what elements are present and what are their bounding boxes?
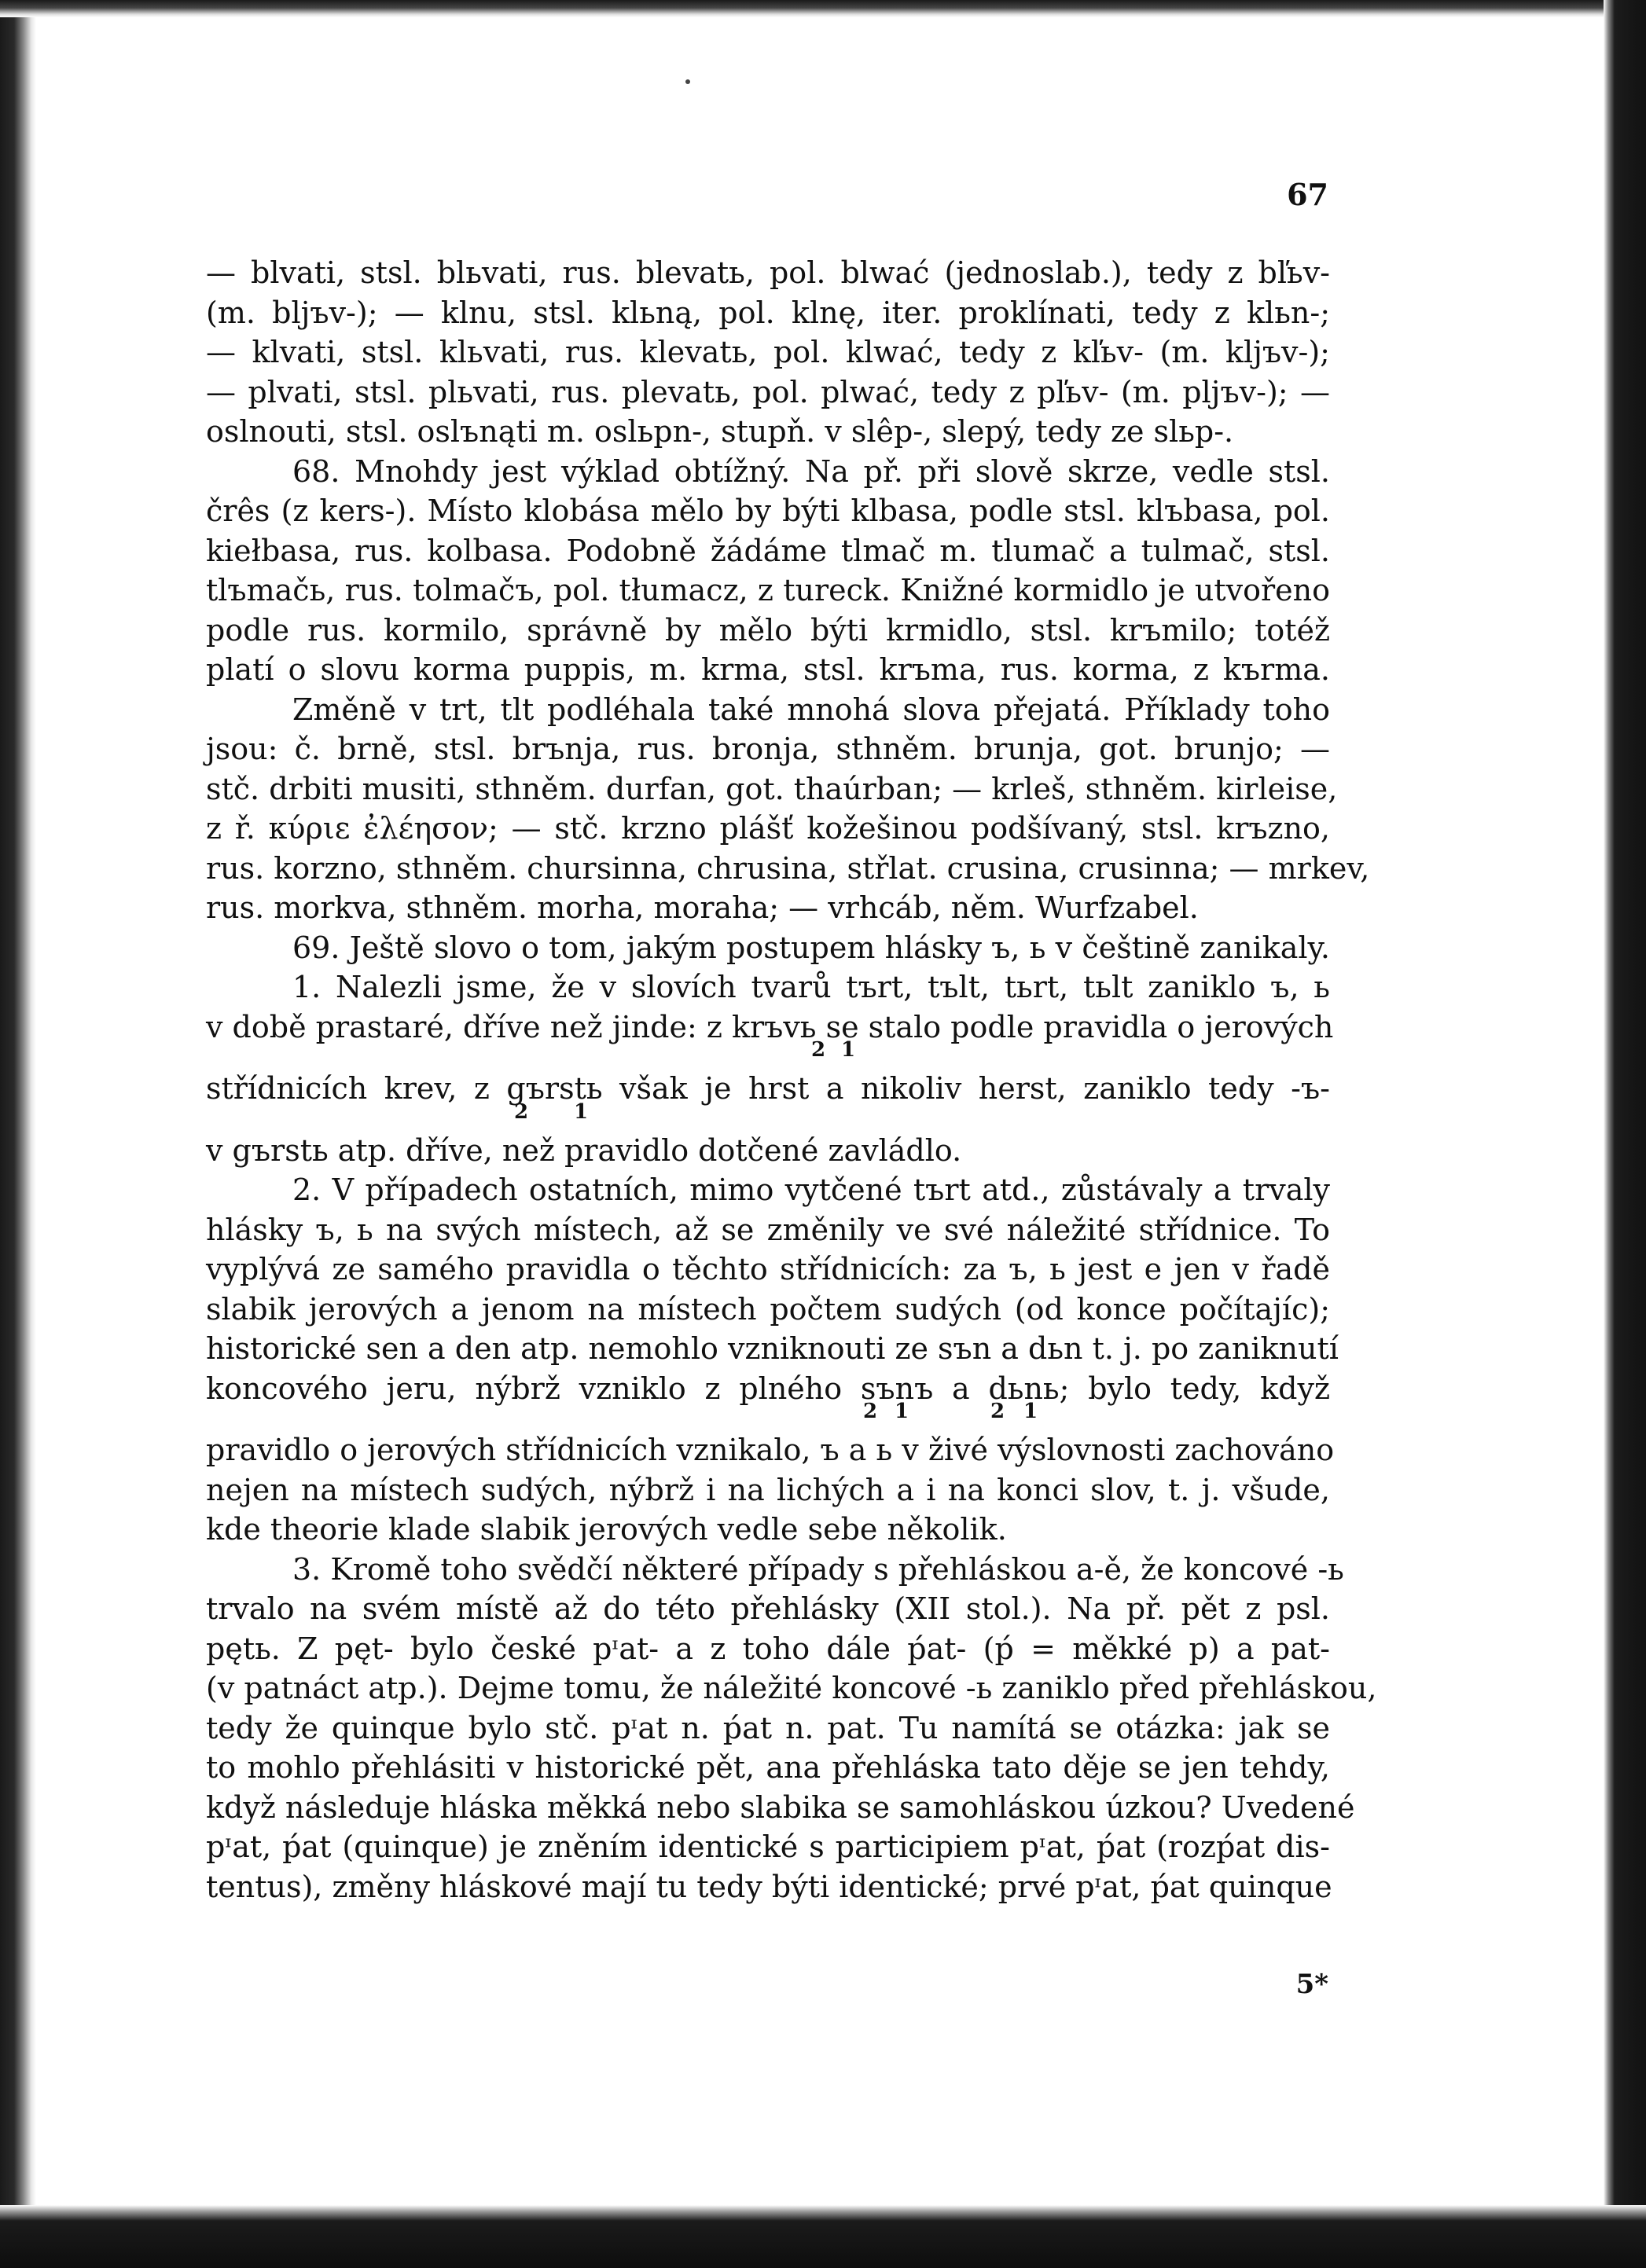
text-line: jsou: č. brně, stsl. brъnja, rus. bronja, sthněm. brunja, got. brunjo; — <box>206 732 1330 766</box>
text-line: (m. bljъv-); — klnu, stsl. klьną, pol. klnę, iter. proklínati, tedy z klьn-; <box>206 295 1330 330</box>
text-line: v gъrstь atp. dříve, než pravidlo dotčené zavládlo. <box>206 1132 962 1168</box>
syllable-number: 1 <box>841 1038 856 1062</box>
text-line: historické sen a den atp. nemohlo vzniknouti ze sъn a dьn t. j. po zaniknutí <box>206 1331 1339 1366</box>
syllable-number-row <box>206 1400 1330 1430</box>
syllable-number: 2 <box>811 1038 826 1062</box>
paragraph-69-start: 69. Ještě slovo o tom, jakým postupem hlásky ъ, ь v češtině zanikaly. <box>292 930 1330 965</box>
text-line: rus. korzno, sthněm. chursinna, chrusina, střlat. crusina, crusinna; — mrkev, <box>206 850 1370 886</box>
scan-edge-left <box>0 0 36 2268</box>
syllable-number: 1 <box>1023 1400 1038 1423</box>
text-line: hlásky ъ, ь na svých místech, až se změnily ve své náležité střídnice. To <box>206 1212 1330 1247</box>
syllable-number: 2 <box>514 1099 529 1124</box>
text-line: tentus), změny hláskové mají tu tedy býti identické; prvé pᶦat, ṕat quinque <box>206 1869 1332 1904</box>
paragraph-start: Změně v trt, tlt podléhala také mnohá slova přejatá. Příklady toho <box>292 692 1330 727</box>
scan-edge-top <box>0 0 1646 17</box>
page-number: 67 <box>1287 177 1328 212</box>
text-line: pravidlo o jerových střídnicích vznikalo, ъ a ь v živé výslovnosti zachováno <box>206 1433 1335 1467</box>
syllable-number: 1 <box>895 1400 909 1423</box>
scan-speck <box>685 79 690 84</box>
text-line: koncového jeru, nýbrž vzniklo z plného sъnъ a dьnь; bylo tedy, když <box>206 1371 1330 1406</box>
text-line: nejen na místech sudých, nýbrž i na lichých a i na konci slov, t. j. všude, <box>206 1472 1330 1507</box>
text-line: když následuje hláska měkká nebo slabika se samohláskou úzkou? Uvedené <box>206 1789 1355 1825</box>
text-line: podle rus. kormilo, správně by mělo býti krmidlo, stsl. krъmilo; totéž <box>206 612 1330 648</box>
syllable-number: 1 <box>574 1099 589 1124</box>
text-line: kiełbasa, rus. kolbasa. Podobně žádáme tlmač m. tlumač a tulmač, stsl. <box>206 533 1330 568</box>
text-line: — klvati, stsl. klьvati, rus. klevatь, pol. klwać, tedy z kľьv- (m. kljъv-); <box>206 335 1330 369</box>
scan-edge-bottom <box>0 2205 1646 2268</box>
text-line: črês (z kers-). Místo klobása mělo by býti klbasa, podle stsl. klъbasa, pol. <box>206 494 1330 528</box>
text-line: to mohlo přehlásiti v historické pět, ana přehláska tato děje se jen tehdy, <box>206 1750 1330 1785</box>
scan-edge-right <box>1604 0 1646 2268</box>
text-line: stč. drbiti musiti, sthněm. durfan, got. thaúrban; — krleš, sthněm. kirleise, <box>206 771 1338 806</box>
paragraph-start: 3. Kromě toho svědčí některé případy s přehláskou a-ě, že koncové -ь <box>292 1551 1344 1587</box>
text-line: slabik jerových a jenom na místech počtem sudých (od konce počítajíc); <box>206 1291 1330 1327</box>
text-line: kde theorie klade slabik jerových vedle sebe několik. <box>206 1512 1007 1547</box>
text-line: tedy že quinque bylo stč. pᶦat n. ṕat n. pat. Tu namítá se otázka: jak se <box>206 1710 1330 1745</box>
text-line: trvalo na svém místě až do této přehlásky (XII stol.). Na př. pět z psl. <box>206 1591 1330 1626</box>
signature-mark: 5* <box>1295 1969 1328 2000</box>
text-line: platí o slovu korma puppis, m. krma, stsl. krъma, rus. korma, z kъrma. <box>206 652 1330 687</box>
text-line: v době prastaré, dříve než jinde: z krъvь se stalo podle pravidla o jerových <box>206 1009 1334 1044</box>
text-line: tlъmačь, rus. tolmačъ, pol. tłumacz, z tureck. Knižné kormidlo je utvořeno <box>206 573 1330 607</box>
paragraph-start: 2. V případech ostatních, mimo vytčené tъrt atd., zůstávaly a trvaly <box>292 1173 1330 1207</box>
text-line: z ř. κύριε ἐλέησον; — stč. krzno plášť kožešinou podšívaný, stsl. krъzno, <box>206 811 1330 846</box>
text-line: pętь. Z pęt- bylo české pᶦat- a z toho dále ṕat- (ṕ = měkké p) a pat- <box>206 1631 1330 1666</box>
text-line: střídnicích krev, z gъrstь však je hrst a nikoliv herst, zaniklo tedy -ъ- <box>206 1071 1330 1106</box>
text-line: oslnouti, stsl. oslъnąti m. oslьpn-, stupň. v slêp-, slepý, tedy ze slьp-. <box>206 414 1234 449</box>
text-line: rus. morkva, sthněm. morha, moraha; — vrhcáb, něm. Wurfzabel. <box>206 890 1199 925</box>
paragraph-68-start: 68. Mnohdy jest výklad obtížný. Na př. při slově skrze, vedle stsl. <box>292 453 1330 489</box>
paragraph-start: 1. Nalezli jsme, že v slovích tvarů tъrt, tъlt, tьrt, tьlt zaniklo ъ, ь <box>292 970 1330 1004</box>
syllable-number: 2 <box>863 1400 878 1423</box>
text-line: — plvati, stsl. plьvati, rus. plevatь, pol. plwać, tedy z pľьv- (m. pljъv-); — <box>206 374 1330 409</box>
syllable-number: 2 <box>990 1400 1005 1423</box>
syllable-number-row <box>206 1038 1330 1069</box>
text-line: pᶦat, ṕat (quinque) je zněním identické s participiem pᶦat, ṕat (rozṕat dis- <box>206 1829 1330 1864</box>
syllable-number-row <box>206 1099 1330 1131</box>
text-line: (v patnáct atp.). Dejme tomu, že náležité koncové -ь zaniklo před přehláskou, <box>206 1671 1377 1705</box>
text-line: vyplývá ze samého pravidla o těchto střídnicích: za ъ, ь jest e jen v řadě <box>206 1252 1330 1286</box>
page-body <box>206 253 1377 1907</box>
text-line: — blvati, stsl. blьvati, rus. blevatь, pol. blwać (jednoslab.), tedy z bľьv- <box>206 255 1330 290</box>
